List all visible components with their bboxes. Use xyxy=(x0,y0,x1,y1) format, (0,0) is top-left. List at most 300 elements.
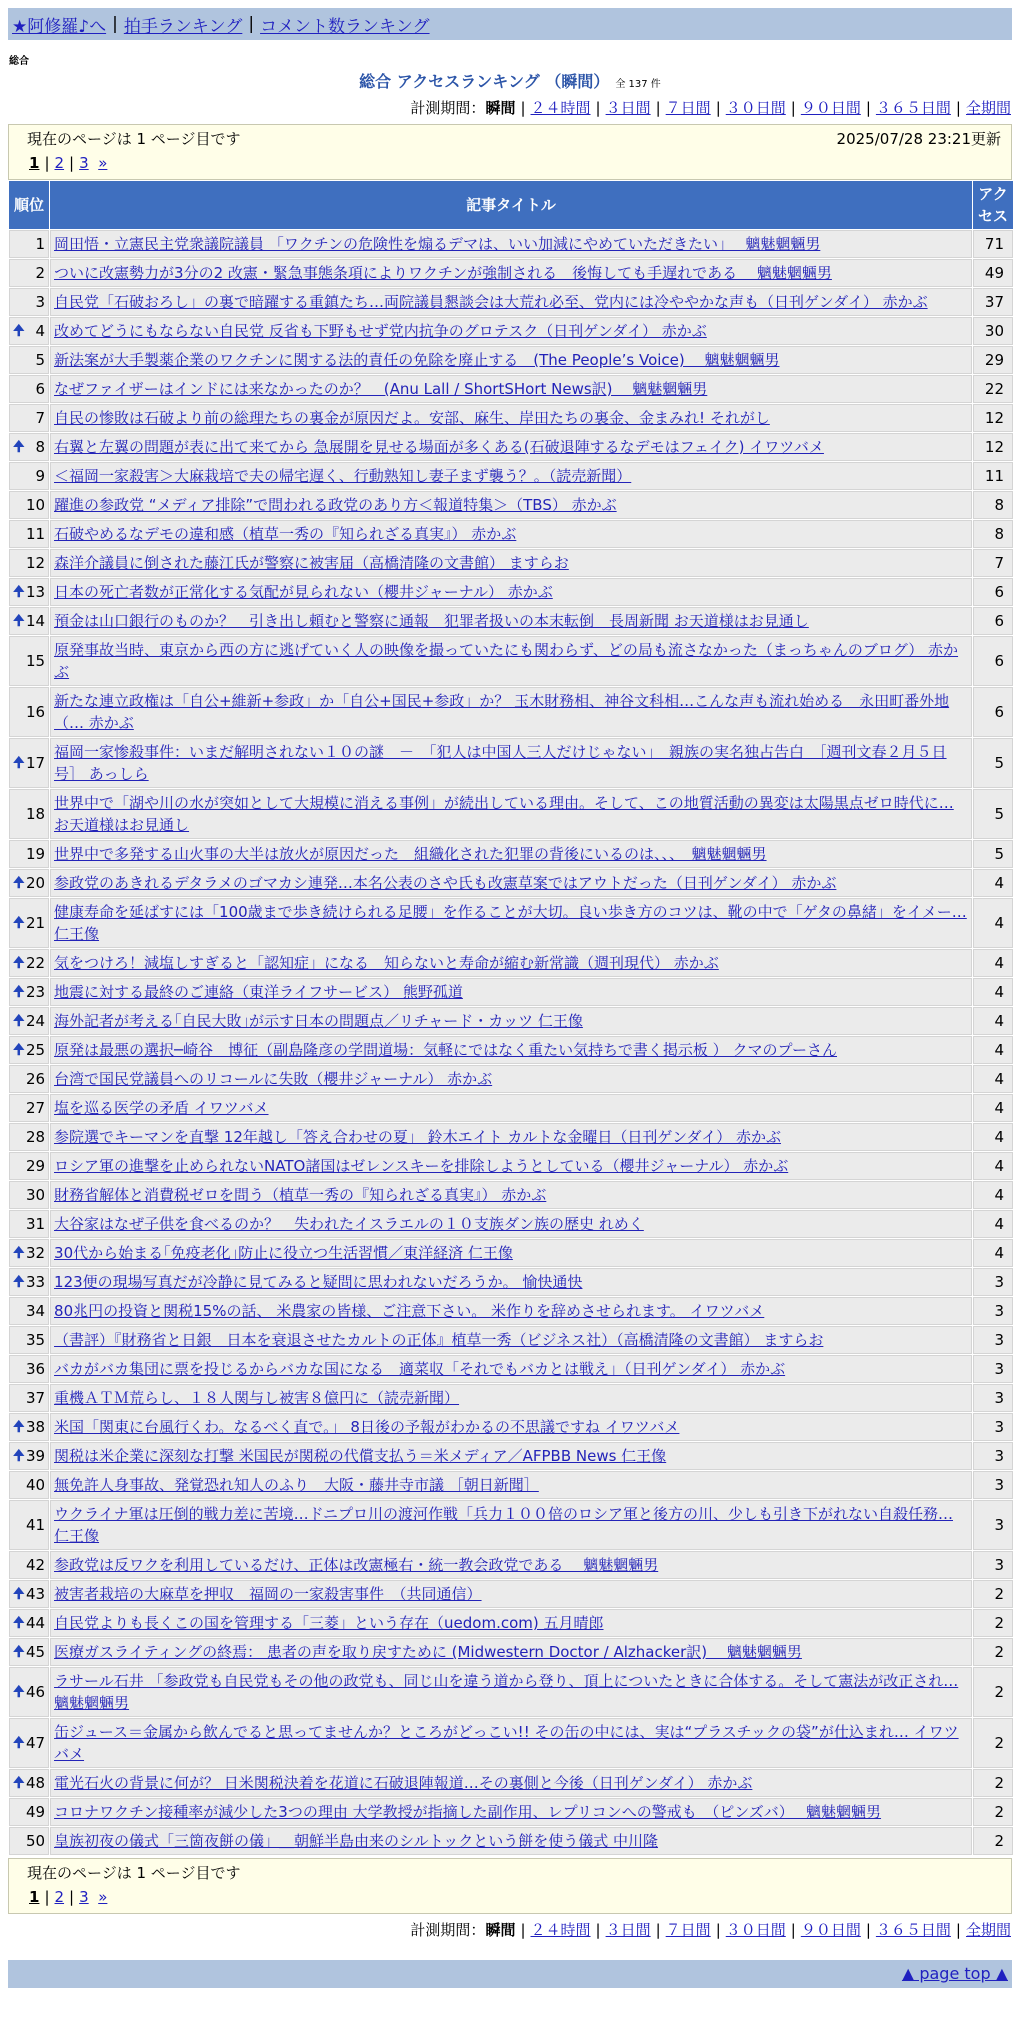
period-selector-top xyxy=(0,96,1011,120)
title-cell xyxy=(50,433,972,461)
access-count: 4 xyxy=(973,978,1013,1006)
rank-number: 41 xyxy=(25,1516,46,1534)
table-row xyxy=(9,462,1013,490)
rank-cell xyxy=(9,1413,49,1441)
article-link[interactable]: 自民党「石破おろし」の裏で暗躍する重鎮たち…両院議員懇談会は大荒れ必至、党内には冷ややかな声も（日刊ゲンダイ） 赤かぶ xyxy=(54,293,928,311)
rank-number: 46 xyxy=(25,1683,46,1701)
title-cell xyxy=(50,687,972,737)
page-current: 1 xyxy=(29,1888,40,1906)
title-cell xyxy=(50,1580,972,1608)
period-separator: | xyxy=(655,1921,661,1939)
pager-top xyxy=(8,124,1012,180)
period-link[interactable]: ３０日間 xyxy=(725,1921,786,1939)
period-separator: | xyxy=(715,1921,721,1939)
table-row xyxy=(9,520,1013,548)
article-link[interactable]: ロシア軍の進撃を止められないNATO諸国はゼレンスキーを排除しようとしている（櫻井ジャーナル） 赤かぶ xyxy=(54,1157,789,1175)
page-heading xyxy=(0,70,1020,94)
comment-ranking-link[interactable]: コメント数ランキング xyxy=(260,16,430,37)
period-link[interactable]: ３０日間 xyxy=(725,99,786,117)
rank-cell xyxy=(9,259,49,287)
access-count: 4 xyxy=(973,1065,1013,1093)
table-row xyxy=(9,1827,1013,1855)
article-link[interactable]: 関税は米企業に深刻な打撃 米国民が関税の代償支払う＝米メディア／AFPBB News 仁王像 xyxy=(54,1447,667,1465)
title-cell xyxy=(50,738,972,788)
article-link[interactable]: 塩を巡る医学の矛盾 イワツバメ xyxy=(54,1099,269,1117)
next-page-link[interactable]: » xyxy=(98,1888,108,1906)
article-link[interactable]: 預金は山口銀行のものか？ 引き出し頼むと警察に通報 犯罪者扱いの本末転倒 長周新聞 お天道様はお見通し xyxy=(54,612,809,630)
period-link[interactable]: ９０日間 xyxy=(800,99,861,117)
rank-cell xyxy=(9,1827,49,1855)
rank-up-arrow-icon: 🠉 xyxy=(13,755,25,771)
period-link[interactable]: ３６５日間 xyxy=(875,99,951,117)
title-cell xyxy=(50,840,972,868)
rank-cell xyxy=(9,346,49,374)
article-link[interactable]: 地震に対する最終のご連絡（東洋ライフサービス） 熊野孤道 xyxy=(54,983,463,1001)
table-row xyxy=(9,1609,1013,1637)
title-cell xyxy=(50,288,972,316)
title-cell xyxy=(50,1718,972,1768)
rank-number: 23 xyxy=(25,983,46,1001)
page-separator: | xyxy=(44,1888,50,1906)
rank-number: 14 xyxy=(25,612,46,630)
table-row xyxy=(9,1413,1013,1441)
rank-number: 10 xyxy=(25,496,46,514)
title-cell xyxy=(50,1239,972,1267)
access-count: 2 xyxy=(973,1638,1013,1666)
nav-separator: | xyxy=(248,14,255,34)
access-count: 6 xyxy=(973,607,1013,635)
article-link[interactable]: 森洋介議員に倒された藤江氏が警察に被害届（高橋清隆の文書館） ますらお xyxy=(54,554,569,572)
article-link[interactable]: 日本の死亡者数が正常化する気配が見られない（櫻井ジャーナル） 赤かぶ xyxy=(54,583,553,601)
article-link[interactable]: 無免許人身事故、発覚恐れ知人のふり 大阪・藤井寺市議 ［朝日新聞］ xyxy=(54,1476,539,1494)
article-link[interactable]: ラサール石井 「参政党も自民党もその他の政党も、同じ山を違う道から登り、頂上についたときに合体する。そして憲法が改正され… 魑魅魍魎男 xyxy=(54,1672,959,1712)
period-separator: | xyxy=(955,99,961,117)
table-row xyxy=(9,1500,1013,1550)
access-count: 3 xyxy=(973,1442,1013,1470)
rank-cell xyxy=(9,317,49,345)
period-current: 瞬間 xyxy=(485,1921,516,1939)
rank-cell xyxy=(9,1326,49,1354)
access-header: アクセス xyxy=(973,181,1013,229)
article-link[interactable]: 参院選でキーマンを直撃 12年越し「答え合わせの夏」 鈴木エイト カルトな金曜日（日刊ゲンダイ） 赤かぶ xyxy=(54,1128,781,1146)
title-cell xyxy=(50,789,972,839)
article-link[interactable]: 自民党よりも長くこの国を管理する「三菱」という存在（uedom.com) 五月晴郎 xyxy=(54,1614,604,1632)
page-link[interactable]: 2 xyxy=(54,154,65,172)
table-row xyxy=(9,1326,1013,1354)
access-count: 6 xyxy=(973,578,1013,606)
article-link[interactable]: 財務省解体と消費税ゼロを問う（植草一秀の『知られざる真実』） 赤かぶ xyxy=(54,1186,547,1204)
title-cell xyxy=(50,346,972,374)
article-link[interactable]: 躍進の参政党 “メディア排除”で問われる政党のあり方＜報道特集＞（TBS） 赤かぶ xyxy=(54,496,617,514)
top-nav-bar xyxy=(8,8,1012,40)
rank-number: 45 xyxy=(25,1643,46,1661)
page-link[interactable]: 2 xyxy=(54,1888,65,1906)
article-link[interactable]: 重機ＡＴＭ荒らし、１８人関与し被害８億円に（読売新聞） xyxy=(54,1389,460,1407)
page-top-link[interactable]: ▲ page top ▲ xyxy=(901,1964,1008,1983)
article-link[interactable]: 缶ジュース＝金属から飲んでると思ってませんか？ところがどっこい!! その缶の中には、実は“プラスチックの袋”が仕込まれ… イワツバメ xyxy=(54,1723,959,1763)
access-count: 3 xyxy=(973,1413,1013,1441)
next-page-link[interactable]: » xyxy=(98,154,108,172)
article-link[interactable]: 電光石火の背景に何が？ 日米関税決着を花道に石破退陣報道…その裏側と今後（日刊ゲンダイ） 赤かぶ xyxy=(54,1774,753,1792)
title-cell xyxy=(50,1065,972,1093)
article-link[interactable]: コロナワクチン接種率が減少した3つの理由 大学教授が指摘した副作用、レプリコンへの警戒も （ピンズバ） 魑魅魍魎男 xyxy=(54,1803,882,1821)
table-row xyxy=(9,288,1013,316)
rank-number: 19 xyxy=(25,845,46,863)
page-current: 1 xyxy=(29,154,40,172)
title-cell xyxy=(50,578,972,606)
title-cell xyxy=(50,1442,972,1470)
rank-cell xyxy=(9,520,49,548)
title-cell xyxy=(50,1609,972,1637)
title-cell xyxy=(50,491,972,519)
access-count: 4 xyxy=(973,1239,1013,1267)
rank-up-arrow-icon: 🠉 xyxy=(13,584,25,600)
article-link[interactable]: 新法案が大手製薬企業のワクチンに関する法的責任の免除を廃止する (The People’s Voice) 魑魅魍魎男 xyxy=(54,351,780,369)
rank-cell xyxy=(9,1036,49,1064)
article-link[interactable]: 世界中で「湖や川の水が突如として大規模に消える事例」が続出している理由。そして、この地質活動の異変は太陽黒点ゼロ時代に… お天道様はお見通し xyxy=(54,794,954,834)
rank-number: 18 xyxy=(25,805,46,823)
period-label: 計測期間： xyxy=(410,99,486,117)
title-header: 記事タイトル xyxy=(50,181,972,229)
rank-cell xyxy=(9,1718,49,1768)
period-separator: | xyxy=(865,1921,871,1939)
rank-up-arrow-icon: 🠉 xyxy=(13,1735,25,1751)
table-row xyxy=(9,259,1013,287)
table-row xyxy=(9,898,1013,948)
rank-up-arrow-icon: 🠉 xyxy=(13,1419,25,1435)
rank-cell xyxy=(9,1471,49,1499)
period-link[interactable]: ３６５日間 xyxy=(875,1921,951,1939)
table-row xyxy=(9,1667,1013,1717)
title-cell xyxy=(50,1268,972,1296)
article-link[interactable]: 自民の惨敗は石破より前の総理たちの裏金が原因だよ。安部、麻生、岸田たちの裏金、金まみれ! それがし xyxy=(54,409,770,427)
rank-cell xyxy=(9,1210,49,1238)
rank-up-arrow-icon: 🠉 xyxy=(13,439,25,455)
updated-timestamp: 2025/07/28 23:21更新 xyxy=(836,130,1001,148)
title-cell xyxy=(50,520,972,548)
rank-number: 24 xyxy=(25,1012,46,1030)
access-count: 3 xyxy=(973,1471,1013,1499)
access-count: 8 xyxy=(973,491,1013,519)
article-link[interactable]: バカがバカ集団に票を投じるからバカな国になる 適菜収「それでもバカとは戦え」（日刊ゲンダイ） 赤かぶ xyxy=(54,1360,786,1378)
article-link[interactable]: 原発は最悪の選択─崎谷 博征（副島隆彦の学問道場：気軽にではなく重たい気持ちで書く掲示板 ） クマのプーさん xyxy=(54,1041,838,1059)
access-count: 2 xyxy=(973,1827,1013,1855)
rank-up-arrow-icon: 🠉 xyxy=(13,1775,25,1791)
period-separator: | xyxy=(790,99,796,117)
access-count: 4 xyxy=(973,1152,1013,1180)
period-link[interactable]: 全期間 xyxy=(965,1921,1011,1939)
page-links xyxy=(27,151,1001,175)
article-link[interactable]: 123便の現場写真だが冷静に見てみると疑問に思われないだろうか。 愉快通快 xyxy=(54,1273,583,1291)
rank-number: 7 xyxy=(35,409,46,427)
access-count: 37 xyxy=(973,288,1013,316)
article-link[interactable]: 気をつけろ！減塩しすぎると「認知症」になる 知らないと寿命が縮む新常識（週刊現代） 赤かぶ xyxy=(54,954,719,972)
rank-cell xyxy=(9,869,49,897)
rank-cell xyxy=(9,1580,49,1608)
table-row xyxy=(9,230,1013,258)
rank-number: 27 xyxy=(25,1099,46,1117)
title-cell xyxy=(50,636,972,686)
rank-number: 25 xyxy=(25,1041,46,1059)
period-link[interactable]: ７日間 xyxy=(665,99,711,117)
rank-number: 42 xyxy=(25,1556,46,1574)
article-link[interactable]: 米国「関東に台風行くわ。なるべく直で。」 8日後の予報がわかるの不思議ですね イワツバメ xyxy=(54,1418,680,1436)
rank-number: 9 xyxy=(35,467,46,485)
total-count: 全 137 件 xyxy=(615,79,661,90)
rank-up-arrow-icon: 🠉 xyxy=(13,1644,25,1660)
title-cell xyxy=(50,1413,972,1441)
title-cell xyxy=(50,978,972,1006)
rank-number: 34 xyxy=(25,1302,46,1320)
title-cell xyxy=(50,1355,972,1383)
title-cell xyxy=(50,607,972,635)
rank-header: 順位 xyxy=(9,181,49,229)
rank-number: 3 xyxy=(35,293,46,311)
home-link[interactable]: ★阿修羅♪へ xyxy=(12,16,107,37)
article-link[interactable]: 参政党のあきれるデタラメのゴマカシ連発…本名公表のさや氏も改憲草案ではアウトだった（日刊ゲンダイ） 赤かぶ xyxy=(54,874,837,892)
period-link[interactable]: ７日間 xyxy=(665,1921,711,1939)
rank-cell xyxy=(9,789,49,839)
table-row xyxy=(9,636,1013,686)
table-row xyxy=(9,549,1013,577)
table-row xyxy=(9,1580,1013,1608)
article-link[interactable]: ウクライナ軍は圧倒的戦力差に苦境…ドニプロ川の渡河作戦「兵力１００倍のロシア軍と後方の川、少しも引き下がれない自殺任務… 仁王像 xyxy=(54,1505,953,1545)
access-count: 11 xyxy=(973,462,1013,490)
table-row xyxy=(9,1181,1013,1209)
article-link[interactable]: 海外記者が考える｢自民大敗｣が示す日本の問題点／リチャード・カッツ 仁王像 xyxy=(54,1012,583,1030)
rank-up-arrow-icon: 🠉 xyxy=(13,1274,25,1290)
rank-number: 49 xyxy=(25,1803,46,1821)
rank-number: 50 xyxy=(25,1832,46,1850)
title-cell xyxy=(50,1798,972,1826)
page-link[interactable]: 3 xyxy=(79,1888,89,1906)
access-count: 4 xyxy=(973,949,1013,977)
table-row xyxy=(9,317,1013,345)
table-row xyxy=(9,1210,1013,1238)
rank-cell xyxy=(9,288,49,316)
period-link[interactable]: ２４時間 xyxy=(530,99,591,117)
access-count: 7 xyxy=(973,549,1013,577)
rank-up-arrow-icon: 🠉 xyxy=(13,1586,25,1602)
rank-up-arrow-icon: 🠉 xyxy=(13,915,25,931)
rank-number: 48 xyxy=(25,1774,46,1792)
rank-up-arrow-icon: 🠉 xyxy=(13,1615,25,1631)
article-link[interactable]: 台湾で国民党議員へのリコールに失敗（櫻井ジャーナル） 赤かぶ xyxy=(54,1070,493,1088)
page-separator: | xyxy=(69,1888,75,1906)
rank-number: 29 xyxy=(25,1157,46,1175)
table-row xyxy=(9,949,1013,977)
title-cell xyxy=(50,404,972,432)
article-link[interactable]: 福岡一家惨殺事件：いまだ解明されない１０の謎 － 「犯人は中国人三人だけじゃない」 親族の実名独占告白 ［週刊文春２月５日号］ あっしら xyxy=(54,743,947,783)
title-cell xyxy=(50,1210,972,1238)
period-separator: | xyxy=(790,1921,796,1939)
rank-cell xyxy=(9,1667,49,1717)
access-count: 3 xyxy=(973,1551,1013,1579)
article-link[interactable]: 石破やめるなデモの違和感（植草一秀の『知られざる真実』） 赤かぶ xyxy=(54,525,517,543)
rank-number: 5 xyxy=(35,351,46,369)
page-title: 総合 アクセスランキング （瞬間） xyxy=(359,72,610,91)
rank-number: 16 xyxy=(25,703,46,721)
category-label: 総合 xyxy=(9,56,29,67)
table-row xyxy=(9,1769,1013,1797)
access-count: 2 xyxy=(973,1609,1013,1637)
access-count: 22 xyxy=(973,375,1013,403)
rank-cell xyxy=(9,1007,49,1035)
table-row xyxy=(9,869,1013,897)
access-count: 12 xyxy=(973,433,1013,461)
page-separator: | xyxy=(69,154,75,172)
article-link[interactable]: 新たな連立政権は「自公+維新+参政」か「自公+国民+参政」か？ 玉木財務相、神谷文科相…こんな声も流れ始める 永田町番外地（… 赤かぶ xyxy=(54,692,950,732)
rank-number: 36 xyxy=(25,1360,46,1378)
period-separator: | xyxy=(595,1921,601,1939)
table-row xyxy=(9,1638,1013,1666)
rank-up-arrow-icon: 🠉 xyxy=(13,613,25,629)
period-separator: | xyxy=(520,99,526,117)
article-link[interactable]: 被害者栽培の大麻草を押収 福岡の一家殺害事件 （共同通信） xyxy=(54,1585,482,1603)
table-row xyxy=(9,789,1013,839)
page-status: 現在のページは 1 ページ目です xyxy=(27,130,241,148)
article-link[interactable]: 原発事故当時、東京から西の方に逃げていく人の映像を撮っていたにも関わらず、どの局も流さなかった（まっちゃんのブログ） 赤かぶ xyxy=(54,641,959,681)
period-separator: | xyxy=(595,99,601,117)
title-cell xyxy=(50,1384,972,1412)
rank-cell xyxy=(9,1297,49,1325)
access-count: 4 xyxy=(973,1210,1013,1238)
rank-cell xyxy=(9,738,49,788)
rank-cell xyxy=(9,578,49,606)
rank-cell xyxy=(9,636,49,686)
rank-cell xyxy=(9,1268,49,1296)
rank-cell xyxy=(9,462,49,490)
rank-cell xyxy=(9,375,49,403)
rank-number: 38 xyxy=(25,1418,46,1436)
period-link[interactable]: ３日間 xyxy=(605,1921,651,1939)
rank-number: 40 xyxy=(25,1476,46,1494)
ranking-table xyxy=(8,180,1014,1856)
table-row xyxy=(9,1442,1013,1470)
title-cell xyxy=(50,230,972,258)
article-link[interactable]: 80兆円の投資と関税15%の話、 米農家の皆様、ご注意下さい。 米作りを辞めさせられます。 イワツバメ xyxy=(54,1302,765,1320)
access-count: 4 xyxy=(973,1094,1013,1122)
period-link[interactable]: ３日間 xyxy=(605,99,651,117)
access-count: 4 xyxy=(973,869,1013,897)
rank-cell xyxy=(9,1181,49,1209)
article-link[interactable]: 改めてどうにもならない自民党 反省も下野もせず党内抗争のグロテスク（日刊ゲンダイ） 赤かぶ xyxy=(54,322,707,340)
access-count: 4 xyxy=(973,898,1013,948)
table-row xyxy=(9,840,1013,868)
rank-number: 35 xyxy=(25,1331,46,1349)
article-link[interactable]: 参政党は反ワクを利用しているだけ、正体は改憲極右・統一教会政党である 魑魅魍魎男 xyxy=(54,1556,659,1574)
access-count: 49 xyxy=(973,259,1013,287)
article-link[interactable]: なぜファイザーはインドには来なかったのか？ (Anu Lall / ShortSHort News訳) 魑魅魍魎男 xyxy=(54,380,708,398)
article-link[interactable]: 岡田悟・立憲民主党衆議院議員 「ワクチンの危険性を煽るデマは、いい加減にやめていただきたい」 魑魅魍魎男 xyxy=(54,235,821,253)
period-separator: | xyxy=(955,1921,961,1939)
rank-cell xyxy=(9,1609,49,1637)
table-row xyxy=(9,1036,1013,1064)
rank-number: 47 xyxy=(25,1734,46,1752)
table-row xyxy=(9,1094,1013,1122)
rank-number: 32 xyxy=(25,1244,46,1262)
article-link[interactable]: 世界中で多発する山火事の大半は放火が原因だった 組織化された犯罪の背後にいるのは、、、 魑魅魍魎男 xyxy=(54,845,767,863)
rank-number: 30 xyxy=(25,1186,46,1204)
table-row xyxy=(9,1152,1013,1180)
rank-cell xyxy=(9,840,49,868)
title-cell xyxy=(50,1123,972,1151)
table-row xyxy=(9,1355,1013,1383)
rank-cell xyxy=(9,1769,49,1797)
page-links xyxy=(27,1885,1001,1909)
table-row xyxy=(9,1384,1013,1412)
rank-up-arrow-icon: 🠉 xyxy=(13,323,25,339)
rank-number: 1 xyxy=(35,235,46,253)
rank-up-arrow-icon: 🠉 xyxy=(13,1013,25,1029)
rank-up-arrow-icon: 🠉 xyxy=(13,875,25,891)
title-cell xyxy=(50,462,972,490)
rank-number: 13 xyxy=(25,583,46,601)
article-link[interactable]: 右翼と左翼の問題が表に出て来てから 急展開を見せる場面が多くある(石破退陣するなデモはフェイク) イワツバメ xyxy=(54,438,824,456)
title-cell xyxy=(50,1181,972,1209)
article-link[interactable]: （書評）『財務省と日銀 日本を衰退させたカルトの正体』植草一秀（ビジネス社）（高橋清隆の文書館） ますらお xyxy=(54,1331,824,1349)
period-link[interactable]: 全期間 xyxy=(965,99,1011,117)
period-selector-bottom xyxy=(0,1918,1011,1942)
article-link[interactable]: 健康寿命を延ばすには「100歳まで歩き続けられる足腰」を作ることが大切。良い歩き方のコツは、靴の中で「ゲタの鼻緒」をイメー… 仁王像 xyxy=(54,903,967,943)
rank-number: 8 xyxy=(35,438,46,456)
access-count: 5 xyxy=(973,738,1013,788)
title-cell xyxy=(50,869,972,897)
rank-cell xyxy=(9,1152,49,1180)
rank-cell xyxy=(9,1239,49,1267)
table-row xyxy=(9,738,1013,788)
period-link[interactable]: ２４時間 xyxy=(530,1921,591,1939)
access-count: 2 xyxy=(973,1580,1013,1608)
article-link[interactable]: 30代から始まる｢免疫老化｣防止に役立つ生活習慣／東洋経済 仁王像 xyxy=(54,1244,513,1262)
access-count: 5 xyxy=(973,840,1013,868)
period-separator: | xyxy=(865,99,871,117)
article-link[interactable]: ＜福岡一家殺害＞大麻栽培で夫の帰宅遅く、行動熟知し妻子まず襲う？。（読売新聞） xyxy=(54,467,632,485)
access-count: 2 xyxy=(973,1769,1013,1797)
clap-ranking-link[interactable]: 拍手ランキング xyxy=(123,16,243,37)
rank-cell xyxy=(9,549,49,577)
period-link[interactable]: ９０日間 xyxy=(800,1921,861,1939)
table-row xyxy=(9,578,1013,606)
title-cell xyxy=(50,1638,972,1666)
article-link[interactable]: ついに改憲勢力が3分の2 改憲・緊急事態条項によりワクチンが強制される 後悔しても手遅れである 魑魅魍魎男 xyxy=(54,264,832,282)
rank-cell xyxy=(9,687,49,737)
rank-number: 2 xyxy=(35,264,46,282)
access-count: 4 xyxy=(973,1036,1013,1064)
article-link[interactable]: 大谷家はなぜ子供を食べるのか？ 失われたイスラエルの１０支族ダン族の歴史 れめく xyxy=(54,1215,644,1233)
page-link[interactable]: 3 xyxy=(79,154,89,172)
rank-cell xyxy=(9,607,49,635)
title-cell xyxy=(50,259,972,287)
table-row xyxy=(9,1268,1013,1296)
rank-cell xyxy=(9,898,49,948)
table-row xyxy=(9,491,1013,519)
article-link[interactable]: 医療ガスライティングの終焉： 患者の声を取り戻すために (Midwestern Doctor / Alzhacker訳) 魑魅魍魎男 xyxy=(54,1643,802,1661)
rank-number: 15 xyxy=(25,652,46,670)
table-row xyxy=(9,375,1013,403)
title-cell xyxy=(50,898,972,948)
title-cell xyxy=(50,1827,972,1855)
rank-cell xyxy=(9,404,49,432)
rank-cell xyxy=(9,1551,49,1579)
access-count: 6 xyxy=(973,636,1013,686)
article-link[interactable]: 皇族初夜の儀式「三箇夜餅の儀」＿朝鮮半島由来のシルトックという餅を使う儀式 中川隆 xyxy=(54,1832,658,1850)
title-cell xyxy=(50,1667,972,1717)
rank-cell xyxy=(9,433,49,461)
title-cell xyxy=(50,1500,972,1550)
table-row xyxy=(9,1551,1013,1579)
rank-number: 26 xyxy=(25,1070,46,1088)
